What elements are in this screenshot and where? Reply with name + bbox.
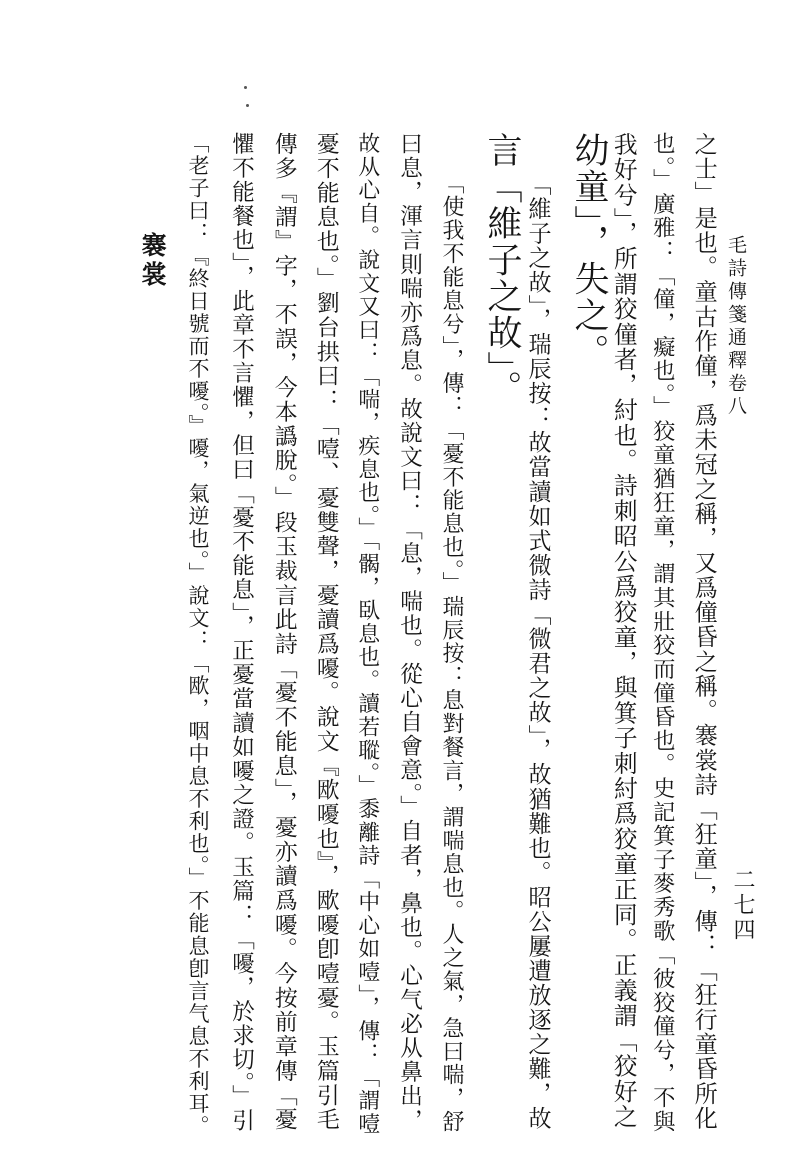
print-speck xyxy=(244,86,247,89)
running-title: 毛詩傳箋通釋卷八 xyxy=(725,235,747,419)
body-column: 言「維子之故」。 xyxy=(482,132,522,407)
body-column: 懼不能餐也」，此章不言懼，但曰「憂不能息」，正憂當讀如嚘之證。玉篇：「嚘，於求切。」引 xyxy=(228,132,255,1133)
section-title: 褰裳 xyxy=(138,232,167,290)
body-column: 「維子之故」，瑞辰按：故當讀如式微詩「微君之故」，故猶難也。昭公屢遭放逐之難，故 xyxy=(524,172,551,1131)
body-column: 我好兮」，所謂狡僮者，紂也。詩刺昭公爲狡童，與箕子刺紂爲狡童正同。正義謂「狡好之 xyxy=(609,132,638,1130)
body-column: 幼童」，失之。 xyxy=(569,132,609,370)
body-column: 故从心自。說文又曰：「喘，疾息也。」「𩩲，臥息也。讀若𦗜。」黍離詩「中心如噎」，傳：「謂噎 xyxy=(354,132,380,1136)
body-column: 之士」是也。童古作僮，爲未冠之稱，又爲僮昏之稱。褰裳詩「狂童」，傳：「狂行童昏所化 xyxy=(690,132,717,1131)
body-column: 也。」廣雅：「僮，癡也。」狡童猶狂童，謂其壯狡而僮昏也。史記箕子麥秀歌「彼狡僮兮，不與 xyxy=(649,132,676,1134)
body-column: 「老子曰：『終日號而不嚘。』嚘，氣逆也。」說文：「欭，咽中息不利也。」不能息卽言气息不利耳。 xyxy=(186,132,212,1138)
body-column: 憂不能息也。」劉台拱曰：「噎、憂雙聲，憂讀爲嚘。說文『欭嚘也』，欭嚘卽噎憂。玉篇引毛 xyxy=(312,132,339,1132)
body-column: 「使我不能息兮」，傳：「憂不能息也。」瑞辰按：息對餐言，謂喘息也。人之氣，急曰喘，舒 xyxy=(438,172,464,1134)
body-column: 曰息，渾言則喘亦爲息。故說文曰：「息，喘也。從心自會意。」自者，鼻也。心气必从鼻出， xyxy=(396,132,423,1133)
page-number: 二七四 xyxy=(730,868,755,943)
body-column: 傳多『謂』字，不誤，今本譌脫。」段玉裁言此詩「憂不能息」，憂亦讀爲嚘。今按前章傳「憂 xyxy=(270,132,297,1132)
print-speck xyxy=(246,104,249,107)
